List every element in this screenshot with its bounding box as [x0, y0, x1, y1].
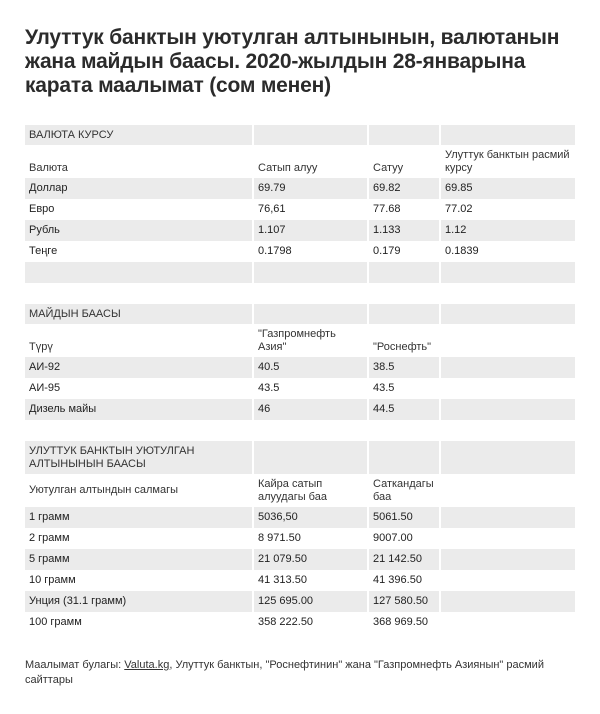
table-cell: 69.79: [254, 178, 369, 199]
currency-section-row: [25, 125, 575, 145]
row-label: 2 грамм: [25, 528, 254, 549]
table-cell: 40.5: [254, 357, 369, 378]
table-row: [25, 549, 575, 570]
table-cell: [441, 570, 575, 591]
column-header: Валюта: [25, 145, 254, 178]
table-cell: [441, 357, 575, 378]
table-cell: 125 695.00: [254, 591, 369, 612]
table-cell: [441, 612, 575, 633]
table-row: [25, 220, 575, 241]
row-label: 100 грамм: [25, 612, 254, 633]
spacer-row: [25, 262, 575, 283]
row-label: Теңге: [25, 241, 254, 262]
table-cell: [441, 549, 575, 570]
table-cell: 0.1839: [441, 241, 575, 262]
table-row: [25, 507, 575, 528]
row-label: 5 грамм: [25, 549, 254, 570]
row-label: Дизель майы: [25, 399, 254, 420]
fuel-header-row: [25, 324, 575, 357]
gold-section-row: [25, 441, 575, 474]
table-cell: [441, 591, 575, 612]
source-prefix: Маалымат булагы:: [25, 659, 125, 671]
column-header: Түрү: [25, 324, 254, 357]
column-header: Сатуу: [369, 145, 441, 178]
table-row: [25, 241, 575, 262]
table-row: [25, 612, 575, 633]
table-cell: 38.5: [369, 357, 441, 378]
table-cell: 0.179: [369, 241, 441, 262]
table-row: [25, 570, 575, 591]
row-label: Евро: [25, 199, 254, 220]
column-header: Кайра сатып алуудагы баа: [254, 474, 369, 507]
table-cell: 8 971.50: [254, 528, 369, 549]
table-cell: 43.5: [369, 378, 441, 399]
table-row: [25, 357, 575, 378]
table-cell: 77.68: [369, 199, 441, 220]
currency-header-row: [25, 145, 575, 178]
fuel-section-row: [25, 304, 575, 324]
table-cell: 69.82: [369, 178, 441, 199]
source-note: [25, 658, 580, 688]
table-cell: [441, 399, 575, 420]
row-label: АИ-95: [25, 378, 254, 399]
row-label: Доллар: [25, 178, 254, 199]
table-cell: 76,61: [254, 199, 369, 220]
table-cell: 21 079.50: [254, 549, 369, 570]
table-row: [25, 378, 575, 399]
gold-header-row: [25, 474, 575, 507]
table-row: [25, 591, 575, 612]
column-header: Сатып алуу: [254, 145, 369, 178]
source-suffix: , Улуттук банктын, "Роснефтинин" жана "Газпромнефть Азиянын" расмий сайттары: [25, 659, 544, 686]
column-header: [441, 474, 575, 507]
column-header: [441, 324, 575, 357]
column-header: Уютулган алтындын салмагы: [25, 474, 254, 507]
table-cell: 368 969.50: [369, 612, 441, 633]
page-title: Улуттук банктын уютулган алтынынын, валютанын жана майдын баасы. 2020-жылдын 28-январына карата маалымат (сом менен): [25, 26, 560, 97]
table-cell: 41 396.50: [369, 570, 441, 591]
table-cell: [441, 507, 575, 528]
table-row: [25, 178, 575, 199]
column-header: "Газпромнефть Азия": [254, 324, 369, 357]
column-header: Улуттук банктын расмий курсу: [441, 145, 575, 178]
row-label: Унция (31.1 грамм): [25, 591, 254, 612]
row-label: Рубль: [25, 220, 254, 241]
currency-section-title: ВАЛЮТА КУРСУ: [25, 125, 254, 145]
table-cell: 9007.00: [369, 528, 441, 549]
table-cell: 41 313.50: [254, 570, 369, 591]
table-cell: 0.1798: [254, 241, 369, 262]
table-cell: 46: [254, 399, 369, 420]
table-cell: 69.85: [441, 178, 575, 199]
column-header: Саткандагы баа: [369, 474, 441, 507]
row-label: 10 грамм: [25, 570, 254, 591]
row-label: 1 грамм: [25, 507, 254, 528]
gold-section-title: УЛУТТУК БАНКТЫН УЮТУЛГАН АЛТЫНЫНЫН БААСЫ: [25, 441, 254, 474]
table-cell: 5036,50: [254, 507, 369, 528]
table-row: [25, 199, 575, 220]
table-cell: 1.107: [254, 220, 369, 241]
source-link[interactable]: Valuta.kg: [124, 659, 170, 671]
row-label: АИ-92: [25, 357, 254, 378]
table-cell: 21 142.50: [369, 549, 441, 570]
spacer-row: [25, 283, 575, 304]
table-cell: 44.5: [369, 399, 441, 420]
table-row: [25, 528, 575, 549]
table-cell: 77.02: [441, 199, 575, 220]
table-cell: 127 580.50: [369, 591, 441, 612]
table-cell: 1.133: [369, 220, 441, 241]
table-cell: [441, 528, 575, 549]
spacer-row: [25, 420, 575, 441]
table-cell: 5061.50: [369, 507, 441, 528]
table-cell: 358 222.50: [254, 612, 369, 633]
table-cell: 1.12: [441, 220, 575, 241]
table-row: [25, 399, 575, 420]
table-cell: 43.5: [254, 378, 369, 399]
column-header: "Роснефть": [369, 324, 441, 357]
fuel-section-title: МАЙДЫН БААСЫ: [25, 304, 254, 324]
table-cell: [441, 378, 575, 399]
